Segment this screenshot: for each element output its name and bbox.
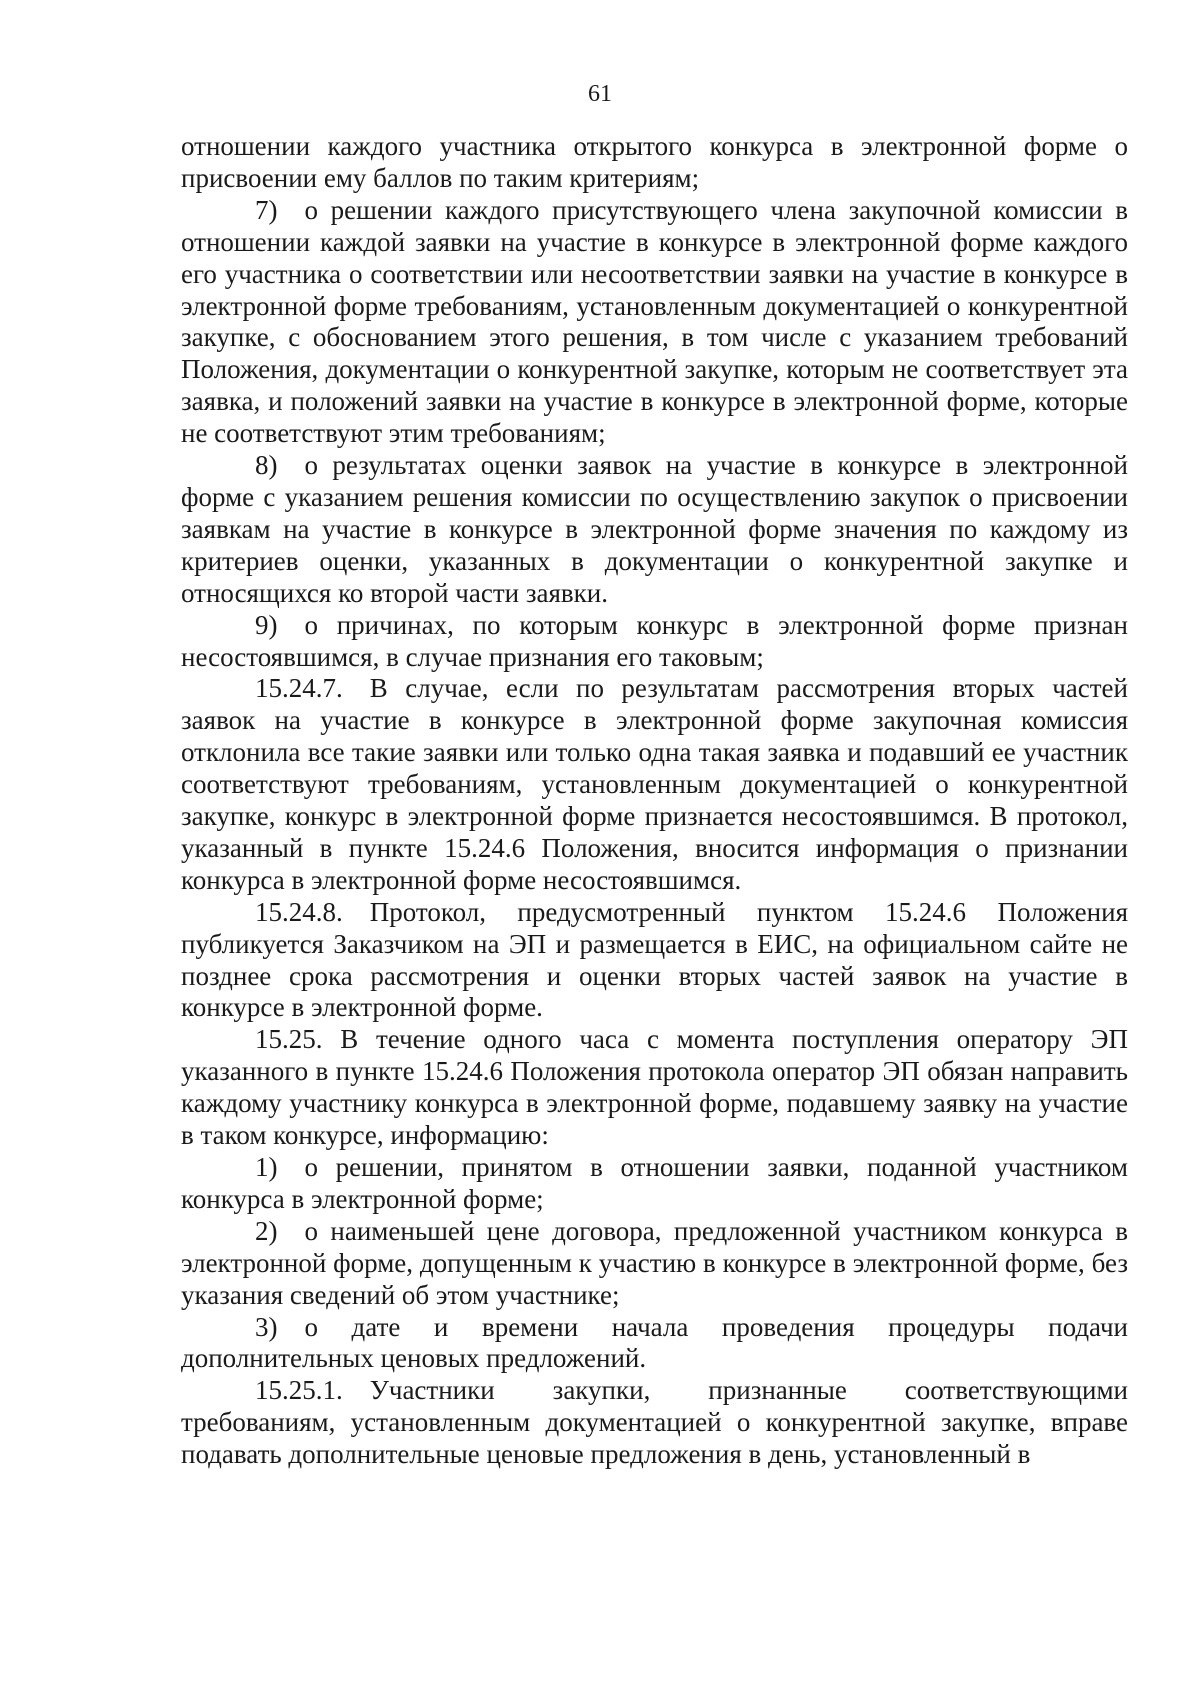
paragraph-item-1: 1) о решении, принятом в отношении заявки, поданной участником конкурса в электронной форме; [181,1152,1128,1214]
paragraph-15-25-1: 15.25.1. Участники закупки, признанные соответствующими требованиям, установленным документацией о конкурентной закупке, вправе подавать дополнительные ценовые предложения в день, установленный в [181,1375,1128,1470]
paragraph-15-24-8: 15.24.8. Протокол, предусмотренный пунктом 15.24.6 Положения публикуется Заказчиком на ЭП и размещается в ЕИС, на официальном сайте не позднее срока рассмотрения и оценки вторых частей заявок на участие в конкурсе в электронной форме. [181,896,1128,1023]
paragraph-item-8: 8) о результатах оценки заявок на участие в конкурсе в электронной форме с указанием решения комиссии по осуществлению закупок о присвоении заявкам на участие в конкурсе в электронной форме значения по каждому из критериев оценки, указанных в документации о конкурентной закупке и относящихся ко второй части заявки. [181,450,1128,608]
page-number: 61 [588,81,612,107]
paragraph-item-7: 7) о решении каждого присутствующего члена закупочной комиссии в отношении каждой заявки на участие в конкурсе в электронной форме каждого его участника о соответствии или несоответствии заявки на участие в конкурсе в электронной форме требованиям, установленным документацией о конкурентной закупке, с обоснованием этого решения, в том числе с указанием требований Положения, документации о конкурентной закупке, которым не соответствует эта заявка, и положений заявки на участие в конкурсе в электронной форме, которые не соответствуют этим требованиям; [181,194,1128,449]
paragraph-15-24-7: 15.24.7. В случае, если по результатам рассмотрения вторых частей заявок на участие в конкурсе в электронной форме закупочная комиссия отклонила все такие заявки или только одна такая заявка и подавший ее участник соответствуют требованиям, установленным документацией о конкурентной закупке, конкурс в электронной форме признается несостоявшимся. В протокол, указанный в пункте 15.24.6 Положения, вносится информация о признании конкурса в электронной форме несостоявшимся. [181,673,1128,895]
document-body [181,131,1128,1471]
paragraph-item-9: 9) о причинах, по которым конкурс в электронной форме признан несостоявшимся, в случае признания его таковым; [181,609,1128,672]
paragraph-item-3: 3) о дате и времени начала проведения процедуры подачи дополнительных ценовых предложений. [181,1311,1128,1374]
paragraph-item-2: 2) о наименьшей цене договора, предложенной участником конкурса в электронной форме, допущенным к участию в конкурсе в электронной форме, без указания сведений об этом участнике; [181,1215,1128,1310]
paragraph-15-25: 15.25. В течение одного часа с момента поступления оператору ЭП указанного в пункте 15.24.6 Положения протокола оператор ЭП обязан направить каждому участнику конкурса в электронной форме, подавшему заявку на участие в таком конкурсе, информацию: [181,1024,1128,1151]
paragraph-continuation: отношении каждого участника открытого конкурса в электронной форме о присвоении ему баллов по таким критериям; [181,131,1128,193]
